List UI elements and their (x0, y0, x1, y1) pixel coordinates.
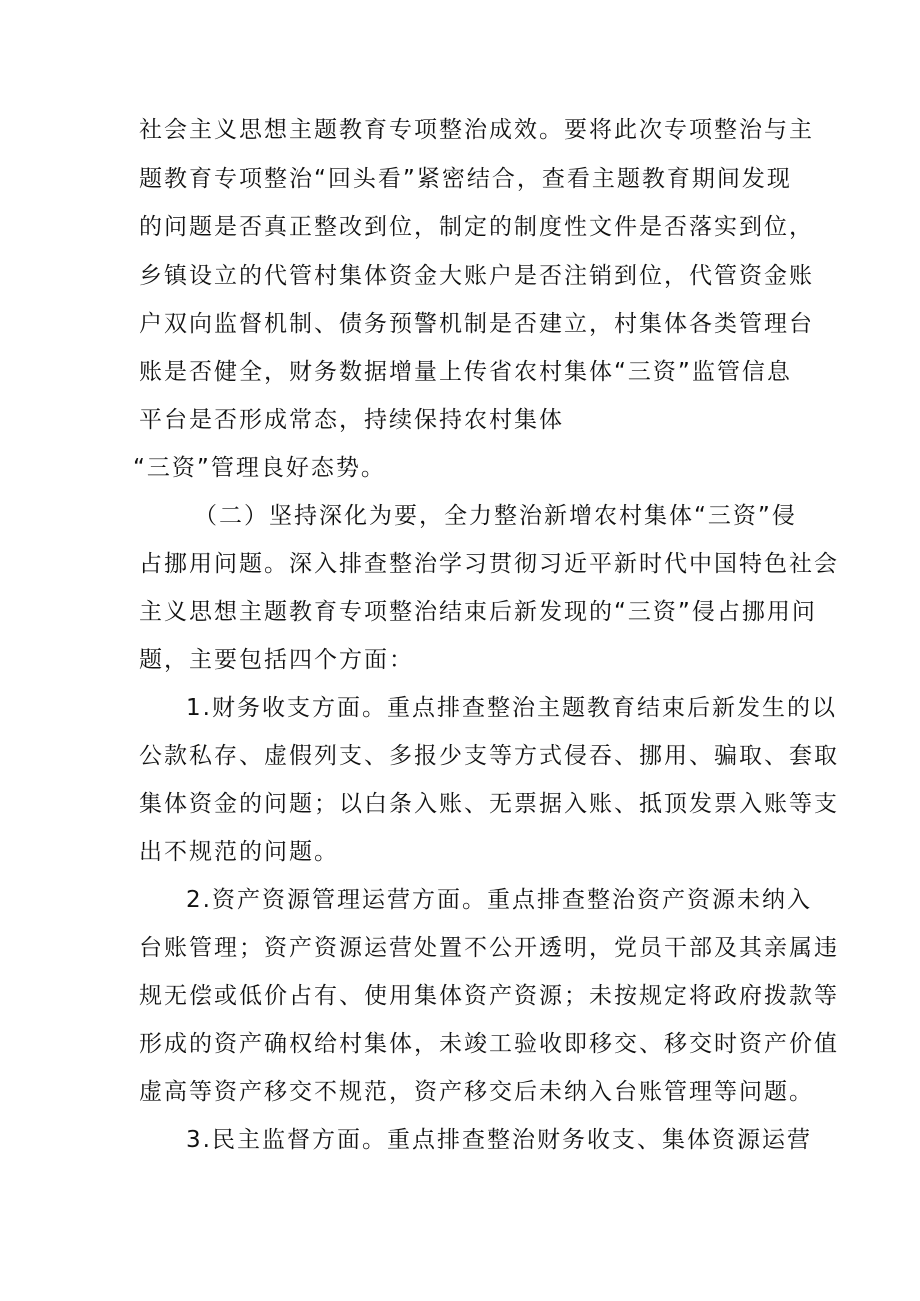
text-line-15: 集体资金的问题；以白条入账、无票据入账、抵顶发票入账等支 (139, 791, 839, 817)
item-3-heading: 3.民主监督方面。重点排查整治财务收支、集体资源运营 (186, 1127, 812, 1153)
text-line-2: 题教育专项整治“回头看”紧密结合，查看主题教育期间发现 (139, 166, 792, 192)
text-line-21: 虚高等资产移交不规范，资产移交后未纳入台账管理等问题。 (139, 1079, 814, 1105)
text-line-4: 乡镇设立的代管村集体资金大账户是否注销到位，代管资金账 (139, 263, 814, 289)
text-line-10: 占挪用问题。深入排查整治学习贯彻习近平新时代中国特色社会 (139, 551, 839, 577)
text-line-16: 出不规范的问题。 (139, 839, 339, 865)
text-line-8: “三资”管理良好态势。 (133, 455, 386, 481)
text-line-14: 公款私存、虚假列支、多报少支等方式侵吞、挪用、骗取、套取 (139, 743, 839, 769)
text-line-18: 台账管理；资产资源运营处置不公开透明，党员干部及其亲属违 (139, 935, 839, 961)
text-line-11: 主义思想主题教育专项整治结束后新发现的“三资”侵占挪用问 (139, 599, 817, 625)
paragraph-2-heading: （二）坚持深化为要，全力整治新增农村集体“三资”侵 (194, 503, 797, 529)
text-line-1: 社会主义思想主题教育专项整治成效。要将此次专项整治与主 (139, 117, 814, 143)
text-line-7: 平台是否形成常态，持续保持农村集体 (139, 407, 564, 433)
text-line-20: 形成的资产确权给村集体，未竣工验收即移交、移交时资产价值 (139, 1031, 839, 1057)
text-line-19: 规无偿或低价占有、使用集体资产资源；未按规定将政府拨款等 (139, 983, 839, 1009)
text-line-6: 账是否健全，财务数据增量上传省农村集体“三资”监管信息 (139, 359, 792, 385)
item-1-heading: 1.财务收支方面。重点排查整治主题教育结束后新发生的以 (186, 695, 837, 721)
item-2-heading: 2.资产资源管理运营方面。重点排查整治资产资源未纳入 (186, 887, 812, 913)
text-line-3: 的问题是否真正整改到位，制定的制度性文件是否落实到位， (139, 214, 814, 240)
text-line-5: 户双向监督机制、债务预警机制是否建立，村集体各类管理台 (139, 311, 814, 337)
text-line-12: 题，主要包括四个方面： (139, 647, 414, 673)
